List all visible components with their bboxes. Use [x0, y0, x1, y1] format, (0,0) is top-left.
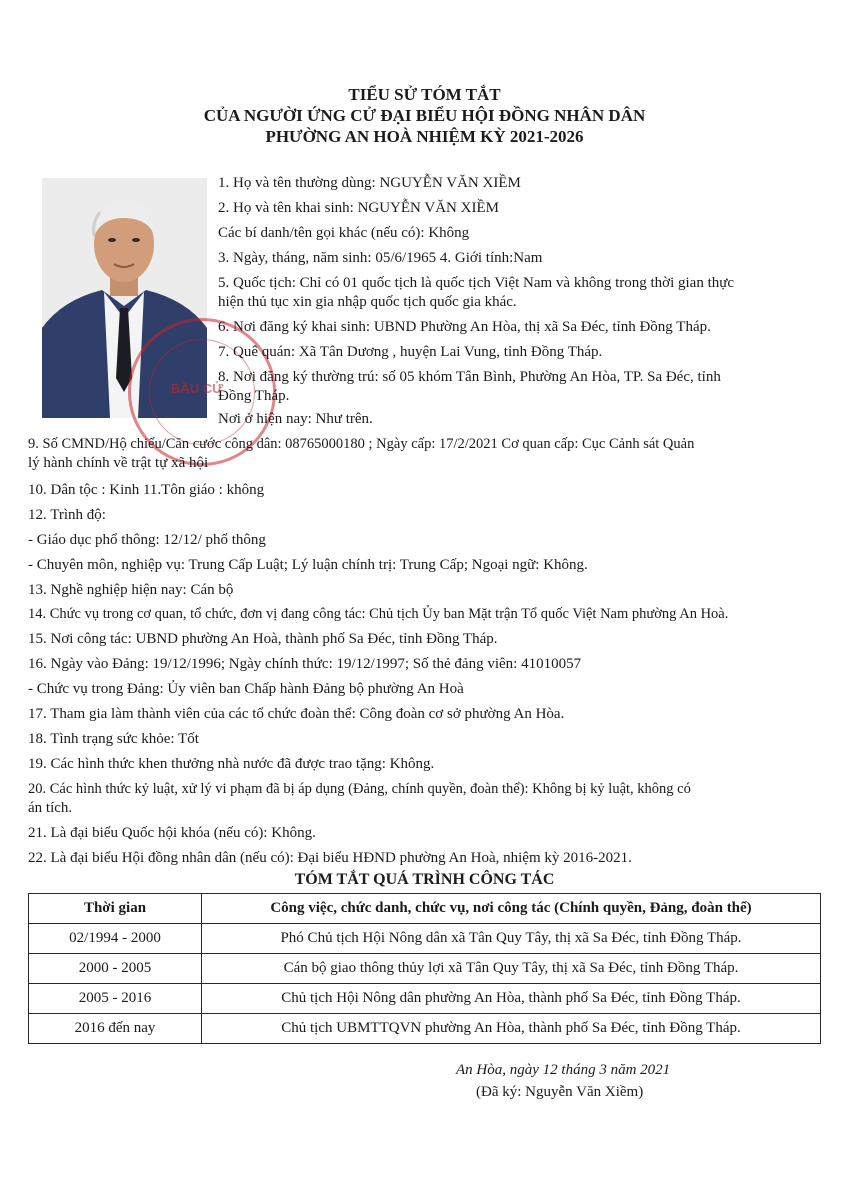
document-title	[0, 84, 849, 147]
title-line-2: CỦA NGƯỜI ỨNG CỬ ĐẠI BIỂU HỘI ĐỒNG NHÂN DÂN	[203, 106, 646, 125]
bio-line-19: 14. Chức vụ trong cơ quan, tổ chức, đơn vị đang công tác: Chủ tịch Ủy ban Mặt trận Tổ quốc Việt Nam phường An Hoà.	[28, 606, 729, 622]
table-row	[29, 1014, 821, 1044]
bio-line-25: 19. Các hình thức khen thưởng nhà nước đã được trao tặng: Không.	[28, 756, 435, 772]
bio-line-14: 10. Dân tộc : Kinh 11.Tôn giáo : không	[28, 482, 265, 498]
table-cell-job: Chủ tịch Hội Nông dân phường An Hòa, thành phố Sa Đéc, tỉnh Đồng Tháp.	[202, 984, 821, 1014]
table-cell-time: 2000 - 2005	[29, 954, 202, 984]
bio-line-28: 21. Là đại biểu Quốc hội khóa (nếu có): Không.	[28, 825, 316, 841]
table-cell-job: Cán bộ giao thông thủy lợi xã Tân Quy Tây, thị xã Sa Đéc, tỉnh Đồng Tháp.	[202, 954, 821, 984]
bio-line-17: - Chuyên môn, nghiệp vụ: Trung Cấp Luật; Lý luận chính trị: Trung Cấp; Ngoại ngữ: Không.	[28, 557, 588, 573]
bio-line-10: Đồng Tháp.	[218, 388, 290, 404]
table-cell-time: 2016 đến nay	[29, 1014, 202, 1044]
column-header-job: Công việc, chức danh, chức vụ, nơi công tác (Chính quyền, Đảng, đoàn thể)	[202, 894, 821, 924]
bio-line-1: 1. Họ và tên thường dùng: NGUYỄN VĂN XIỀM	[218, 175, 521, 191]
bio-line-13: lý hành chính về trật tự xã hội	[28, 455, 209, 471]
place-and-date: An Hòa, ngày 12 tháng 3 năm 2021	[456, 1062, 671, 1078]
bio-line-27: án tích.	[28, 800, 73, 816]
bio-line-6: hiện thủ tục xin gia nhập quốc tịch quốc gia khác.	[218, 294, 517, 310]
table-row	[29, 984, 821, 1014]
bio-line-15: 12. Trình độ:	[28, 507, 106, 523]
work-history-table	[28, 893, 821, 1044]
table-cell-job: Phó Chủ tịch Hội Nông dân xã Tân Quy Tây, thị xã Sa Đéc, tỉnh Đồng Tháp.	[202, 924, 821, 954]
bio-line-11: Nơi ở hiện nay: Như trên.	[218, 411, 373, 427]
table-cell-job: Chủ tịch UBMTTQVN phường An Hòa, thành phố Sa Đéc, tỉnh Đồng Tháp.	[202, 1014, 821, 1044]
column-header-time: Thời gian	[29, 894, 202, 924]
bio-line-21: 16. Ngày vào Đảng: 19/12/1996; Ngày chính thức: 19/12/1997; Số thẻ đảng viên: 41010057	[28, 656, 582, 672]
table-cell-time: 02/1994 - 2000	[29, 924, 202, 954]
seal-text: BẦU CỬ	[171, 381, 223, 396]
bio-line-29: 22. Là đại biểu Hội đồng nhân dân (nếu có): Đại biểu HĐND phường An Hoà, nhiệm kỳ 2016-2021.	[28, 850, 632, 866]
bio-line-16: - Giáo dục phổ thông: 12/12/ phổ thông	[28, 532, 266, 548]
signature-note: (Đã ký: Nguyễn Văn Xiềm)	[476, 1084, 644, 1100]
work-history-heading: TÓM TẮT QUÁ TRÌNH CÔNG TÁC	[294, 871, 555, 888]
bio-line-2: 2. Họ và tên khai sinh: NGUYỄN VĂN XIỀM	[218, 200, 499, 216]
table-row	[29, 954, 821, 984]
table-row	[29, 924, 821, 954]
bio-line-4: 3. Ngày, tháng, năm sinh: 05/6/1965 4. Giới tính:Nam	[218, 250, 543, 266]
bio-line-9: 8. Nơi đăng ký thường trú: số 05 khóm Tân Bình, Phường An Hòa, TP. Sa Đéc, tỉnh	[218, 369, 721, 385]
title-line-1: TIỂU SỬ TÓM TẮT	[348, 85, 501, 104]
bio-line-20: 15. Nơi công tác: UBND phường An Hoà, thành phố Sa Đéc, tỉnh Đồng Tháp.	[28, 631, 498, 647]
bio-line-5: 5. Quốc tịch: Chỉ có 01 quốc tịch là quốc tịch Việt Nam và không trong thời gian thực	[218, 275, 735, 291]
bio-line-23: 17. Tham gia làm thành viên của các tổ chức đoàn thể: Công đoàn cơ sở phường An Hòa.	[28, 706, 565, 722]
bio-line-12: 9. Số CMND/Hộ chiếu/Căn cước công dân: 08765000180 ; Ngày cấp: 17/2/2021 Cơ quan cấp: Cục Cảnh sát Quản	[28, 436, 695, 452]
bio-line-24: 18. Tình trạng sức khỏe: Tốt	[28, 731, 199, 747]
table-header-row	[29, 894, 821, 924]
bio-line-22: - Chức vụ trong Đảng: Ủy viên ban Chấp hành Đảng bộ phường An Hoà	[28, 681, 464, 697]
bio-line-26: 20. Các hình thức kỷ luật, xử lý vi phạm đã bị áp dụng (Đảng, chính quyền, đoàn thể): Không bị kỷ luật, không có	[28, 781, 691, 797]
bio-line-8: 7. Quê quán: Xã Tân Dương , huyện Lai Vung, tỉnh Đồng Tháp.	[218, 344, 603, 360]
bio-line-7: 6. Nơi đăng ký khai sinh: UBND Phường An Hòa, thị xã Sa Đéc, tỉnh Đồng Tháp.	[218, 319, 711, 335]
title-line-3: PHƯỜNG AN HOÀ NHIỆM KỲ 2021-2026	[265, 127, 584, 146]
bio-line-3: Các bí danh/tên gọi khác (nếu có): Không	[218, 225, 470, 241]
table-cell-time: 2005 - 2016	[29, 984, 202, 1014]
bio-line-18: 13. Nghề nghiệp hiện nay: Cán bộ	[28, 582, 234, 598]
